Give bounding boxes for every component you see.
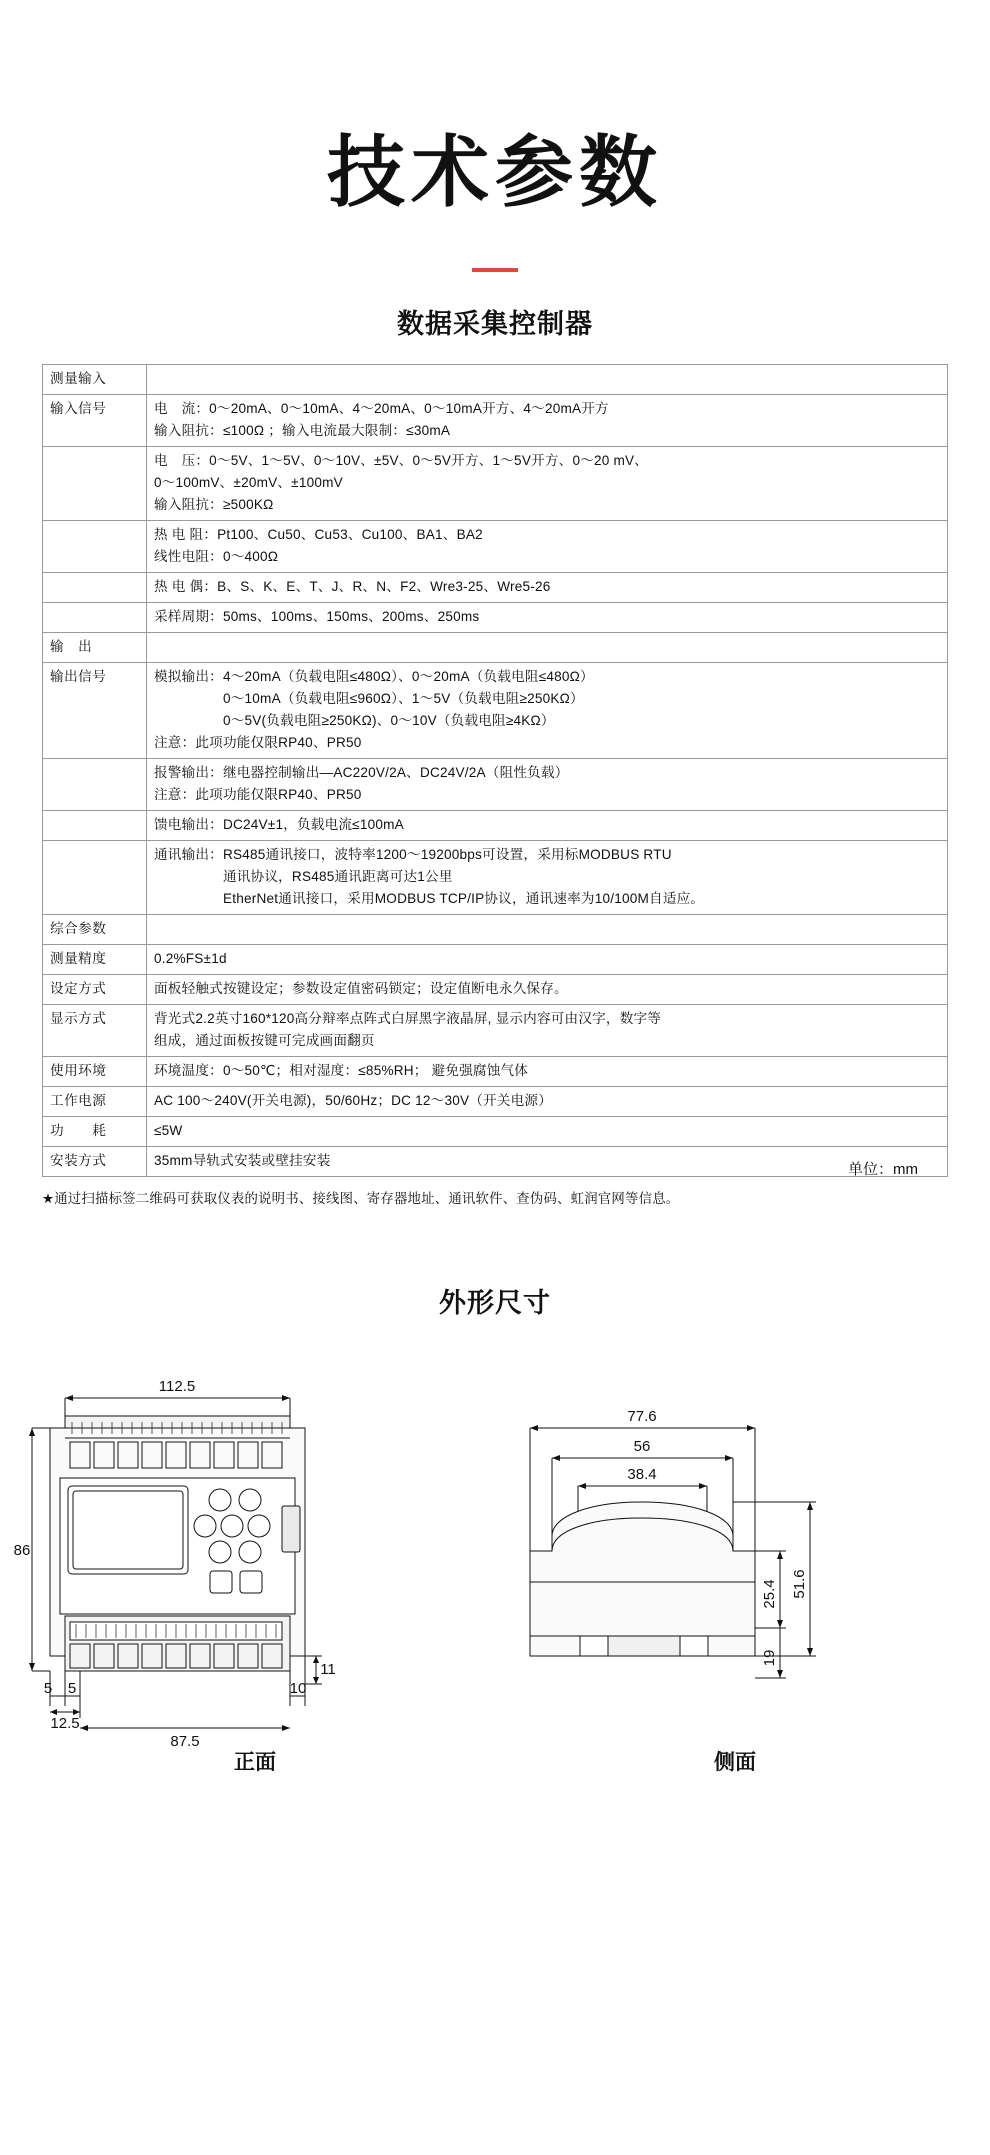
spec-row-label: 输入信号 — [43, 394, 147, 446]
title-divider — [472, 268, 518, 272]
table-row — [43, 632, 948, 662]
qr-note: ★通过扫描标签二维码可获取仪表的说明书、接线图、寄存器地址、通讯软件、查伪码、虹润官网等信息。 — [42, 1191, 680, 1207]
spec-value-line: 注意：此项功能仅限RP40、PR50 — [154, 734, 362, 750]
spec-row-label: 功 耗 — [43, 1117, 147, 1147]
spec-value-line: AC 100～240V(开关电源)，50/60Hz；DC 12～30V（开关电源） — [154, 1093, 553, 1109]
spec-value-line: 35mm导轨式安装或壁挂安装 — [154, 1153, 331, 1169]
spec-row-value — [147, 1087, 948, 1117]
table-row — [43, 520, 948, 572]
spec-row-value — [147, 520, 948, 572]
table-row — [43, 840, 948, 914]
table-row — [43, 1117, 948, 1147]
unit-label: 单位：mm — [848, 1161, 918, 1178]
spec-value-line: 采样周期：50ms、100ms、150ms、200ms、250ms — [154, 608, 480, 624]
spec-value-line: 注意：此项功能仅限RP40、PR50 — [154, 786, 362, 802]
front-bottom-dim-2: 5 — [67, 1680, 77, 1698]
side-width-top-label: 77.6 — [627, 1408, 657, 1426]
spec-value-line: 环境温度：0～50℃；相对湿度：≤85%RH； 避免强腐蚀气体 — [154, 1063, 529, 1079]
spec-value-line: 模拟输出：4～20mA（负载电阻≤480Ω）、0～20mA（负载电阻≤480Ω） — [154, 668, 594, 684]
front-bottom-dim-5: 10 — [289, 1680, 307, 1698]
spec-row-value — [147, 1117, 948, 1147]
spec-row-value — [147, 364, 948, 394]
spec-row-value — [147, 840, 948, 914]
table-row — [43, 915, 948, 945]
spec-value-line: 0～100mV、±20mV、±100mV — [154, 474, 343, 490]
table-row — [43, 662, 948, 758]
spec-row-value — [147, 632, 948, 662]
spec-row-value — [147, 945, 948, 975]
spec-row-value — [147, 1057, 948, 1087]
spec-row-label: 显示方式 — [43, 1005, 147, 1057]
table-row — [43, 945, 948, 975]
spec-value-line: 电 流：0～20mA、0～10mA、4～20mA、0～10mA开方、4～20mA开方 — [154, 400, 609, 416]
front-bottom-dim-3: 12.5 — [50, 1715, 80, 1733]
spec-row-value — [147, 662, 948, 758]
spec-row-label: 工作电源 — [43, 1087, 147, 1117]
spec-row-label — [43, 446, 147, 520]
side-right-dim-3: 19 — [761, 1649, 778, 1667]
table-row — [43, 364, 948, 394]
table-row — [43, 758, 948, 810]
side-right-dim-1: 25.4 — [761, 1579, 778, 1609]
spec-value-line: 0～10mA（负载电阻≤960Ω）、1～5V（负载电阻≥250KΩ） — [154, 690, 584, 706]
spec-row-label — [43, 758, 147, 810]
product-subtitle: 数据采集控制器 — [397, 309, 593, 340]
dimensions-title: 外形尺寸 — [439, 1288, 551, 1319]
spec-row-label — [43, 520, 147, 572]
table-row — [43, 1147, 948, 1177]
front-view-caption: 正面 — [234, 1751, 276, 1775]
side-view-drawing — [500, 1366, 900, 1786]
spec-value-line: 热 电 偶：B、S、K、E、T、J、R、N、F2、Wre3-25、Wre5-26 — [154, 578, 551, 594]
spec-value-line: 0～5V(负载电阻≥250KΩ)、0～10V（负载电阻≥4KΩ） — [154, 712, 555, 728]
front-view-drawing — [10, 1366, 510, 1786]
side-width-inner-label: 38.4 — [627, 1466, 657, 1484]
spec-row-value — [147, 572, 948, 602]
front-bottom-dim-1: 5 — [43, 1680, 53, 1698]
spec-table — [42, 364, 948, 1177]
side-width-mid-label: 56 — [633, 1438, 651, 1456]
spec-value-line: 背光式2.2英寸160*120高分辩率点阵式白屏黑字液晶屏, 显示内容可由汉字，数字等 — [154, 1011, 662, 1027]
spec-row-label: 输出信号 — [43, 662, 147, 758]
spec-row-value — [147, 602, 948, 632]
spec-row-label: 测量输入 — [43, 364, 147, 394]
spec-row-value — [147, 975, 948, 1005]
spec-table-wrap — [42, 364, 948, 1177]
spec-value-line: 馈电输出：DC24V±1，负载电流≤100mA — [154, 816, 404, 832]
spec-row-label: 综合参数 — [43, 915, 147, 945]
table-row — [43, 975, 948, 1005]
spec-row-label — [43, 602, 147, 632]
spec-row-value — [147, 758, 948, 810]
spec-value-line: 热 电 阻：Pt100、Cu50、Cu53、Cu100、BA1、BA2 — [154, 526, 483, 542]
spec-value-line: 电 压：0～5V、1～5V、0～10V、±5V、0～5V开方、1～5V开方、0～20 mV、 — [154, 452, 649, 468]
table-row — [43, 1005, 948, 1057]
spec-row-label — [43, 840, 147, 914]
spec-value-line: 通讯输出：RS485通讯接口，波特率1200～19200bps可设置，采用标MODBUS RTU — [154, 846, 672, 862]
front-width-label: 112.5 — [158, 1378, 196, 1396]
spec-row-value — [147, 1005, 948, 1057]
drawing-captions — [0, 1746, 990, 1776]
spec-value-line: 输入阻抗：≥500KΩ — [154, 496, 274, 512]
spec-row-label — [43, 810, 147, 840]
table-row — [43, 446, 948, 520]
spec-row-label: 使用环境 — [43, 1057, 147, 1087]
table-row — [43, 394, 948, 446]
table-row — [43, 602, 948, 632]
spec-value-line: 线性电阻：0～400Ω — [154, 548, 279, 564]
spec-value-line: 通讯协议，RS485通讯距离可达1公里 — [154, 869, 453, 884]
table-row — [43, 810, 948, 840]
spec-value-line: EtherNet通讯接口，采用MODBUS TCP/IP协议，通讯速率为10/100M自适应。 — [154, 891, 705, 907]
front-bottom-dim-4: 87.5 — [170, 1733, 200, 1751]
page-title: 技术参数 — [326, 128, 663, 217]
table-row — [43, 572, 948, 602]
spec-row-label: 输 出 — [43, 632, 147, 662]
table-row — [43, 1087, 948, 1117]
spec-row-value — [147, 394, 948, 446]
spec-value-line: 0.2%FS±1d — [154, 951, 227, 967]
spec-row-label: 安装方式 — [43, 1147, 147, 1177]
spec-value-line: 报警输出：继电器控制输出—AC220V/2A、DC24V/2A（阻性负载） — [154, 764, 569, 780]
front-right-dim: 11 — [320, 1661, 336, 1679]
spec-row-value — [147, 915, 948, 945]
spec-row-value — [147, 446, 948, 520]
spec-row-value — [147, 1147, 948, 1177]
table-row — [43, 1057, 948, 1087]
spec-row-label — [43, 572, 147, 602]
spec-value-line: 面板轻触式按键设定；参数设定值密码锁定；设定值断电永久保存。 — [154, 981, 568, 997]
spec-row-label: 设定方式 — [43, 975, 147, 1005]
spec-value-line: 组成，通过面板按键可完成画面翻页 — [154, 1033, 375, 1049]
front-height-label: 86 — [13, 1542, 31, 1560]
side-view-caption: 侧面 — [714, 1751, 756, 1775]
side-right-dim-2: 51.6 — [791, 1569, 808, 1599]
spec-value-line: 输入阻抗：≤100Ω ；输入电流最大限制：≤30mA — [154, 422, 451, 438]
spec-row-label: 测量精度 — [43, 945, 147, 975]
spec-row-value — [147, 810, 948, 840]
dimension-drawings — [0, 1366, 990, 1836]
spec-value-line: ≤5W — [154, 1123, 183, 1139]
